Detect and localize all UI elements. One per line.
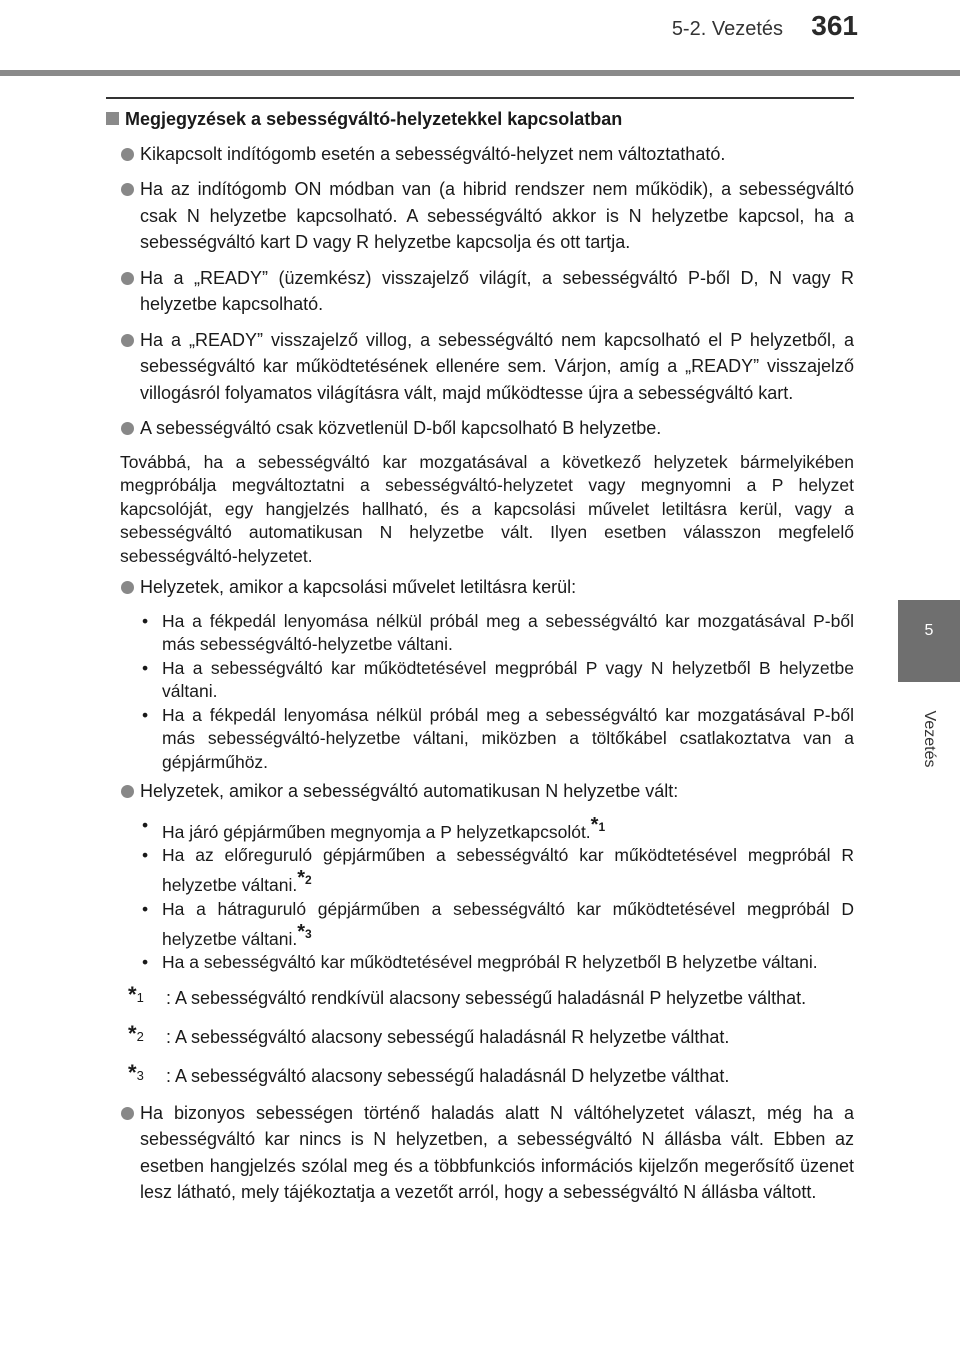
page-body xyxy=(106,106,854,1215)
bullet-dot-icon xyxy=(121,334,134,347)
list-item: Kikapcsolt indítógomb esetén a sebességváltó-helyzet nem változtatható. xyxy=(106,141,854,168)
list-item-neutral-cases: Helyzetek, amikor a sebességváltó automatikusan N helyzetbe vált: xyxy=(106,778,854,805)
bullet-dot-icon xyxy=(121,785,134,798)
sub-list-item: • Ha járó gépjárműben megnyomja a P helyzetkapcsolót.$^{*1}$ xyxy=(142,813,606,842)
footnote: *2 : A sebességváltó alacsony sebességű haladásnál R helyzetbe válthat. xyxy=(128,1022,854,1053)
list-item-disabled-cases: Helyzetek, amikor a kapcsolási művelet letiltásra kerül: xyxy=(106,574,854,601)
chapter-number: 5 xyxy=(924,622,934,639)
bullet-dot-icon xyxy=(121,148,134,161)
footnote-marker: *2 xyxy=(128,1020,144,1046)
sub-list-item: • Ha a sebességváltó kar működtetésével megpróbál R helyzetből B helyzetbe váltani. xyxy=(142,952,818,973)
footnote: *1 : A sebességváltó rendkívül alacsony sebességű haladásnál P helyzetbe válthat. xyxy=(128,983,854,1014)
square-bullet-icon xyxy=(106,112,119,125)
running-header-section: 5-2. Vezetés xyxy=(671,18,783,40)
bullet-dot-icon xyxy=(121,1107,134,1120)
list-item-final: Ha bizonyos sebességen történő haladás alatt N váltóhelyzetet választ, még ha a sebességváltó kar nincs is N helyzetben, a sebességváltó N állásba vált. Ebben az esetben hangjelzés szólal meg és a többfunkciós információs kijelzőn megerősítő üzenet lesz látható, mely tájékoztatja a vezetőt arról, hogy a sebességváltó N állásba váltott. xyxy=(106,1100,854,1206)
footnote-ref: *3 xyxy=(297,921,312,944)
bullet-dot-icon xyxy=(121,422,134,435)
footnote-marker: *1 xyxy=(128,981,144,1007)
bullet-dot-icon xyxy=(121,581,134,594)
footnote: *3 : A sebességváltó alacsony sebességű haladásnál D helyzetbe válthat. xyxy=(128,1061,854,1092)
footnote-marker: *3 xyxy=(128,1059,144,1085)
header-rule xyxy=(0,70,960,76)
chapter-label: Vezetés xyxy=(921,710,938,768)
bullet-dot-icon xyxy=(121,272,134,285)
footnote-ref: *1 xyxy=(590,813,606,836)
page-number: 361 xyxy=(811,10,858,41)
footnotes xyxy=(128,983,854,1092)
explanatory-paragraph: Továbbá, ha a sebességváltó kar mozgatásával a következő helyzetek bármelyikében megpróbálja megváltoztatni a sebességváltó-helyzetet vagy megnyomni a P helyzet kapcsolóját, egy hangjelzés hallható, és a kapcsolási művelet letiltásra kerül, vagy a sebességváltó automatikusan N helyzetbe vált. Ilyen esetben válasszon megfelelő sebességváltó-helyzetet. xyxy=(120,451,854,566)
list-item: Ha az indítógomb ON módban van (a hibrid rendszer nem működik), a sebességváltó csak N helyzetbe kapcsolható. A sebességváltó akkor is N helyzetbe kapcsol, ha a sebességváltó kart D vagy R helyzetbe kapcsolja és ott tartja. xyxy=(106,176,854,256)
chapter-tab xyxy=(898,600,960,682)
sub-list-item: • Ha a sebességváltó kar működtetésével megpróbál P vagy N helyzetből B helyzetbe váltani. xyxy=(142,657,854,701)
sub-list-item: • Ha a fékpedál lenyomása nélkül próbál meg a sebességváltó kar mozgatásával P-ből más sebességváltó-helyzetbe váltani, miközben a töltőkábel csatlakoztatva van a gépjárműhöz. xyxy=(142,704,854,772)
content-rule xyxy=(106,97,854,99)
list-item: Ha a „READY” (üzemkész) visszajelző világít, a sebességváltó P-ből D, N vagy R helyzetbe kapcsolható. xyxy=(106,265,854,318)
sub-list-item: • Ha a fékpedál lenyomása nélkül próbál meg a sebességváltó kar mozgatásával P-ből más sebességváltó-helyzetbe váltani. xyxy=(142,610,854,654)
section-heading xyxy=(106,106,854,133)
bullet-dot-icon xyxy=(121,183,134,196)
list-item: Ha a „READY” visszajelző villog, a sebességváltó nem kapcsolható el P helyzetből, a sebességváltó kar működtetésének ellenére sem. Várjon, amíg a „READY” visszajelző villogásról folyamatos világításra vált, majd működtesse újra a sebességváltó kart. xyxy=(106,327,854,407)
neutral-cases-list xyxy=(140,814,854,975)
sub-list-item: • Ha a hátraguruló gépjárműben a sebességváltó kar működtetésével megpróbál D helyzetbe váltani.$^{*3}$ xyxy=(142,898,854,949)
section-title-text: Megjegyzések a sebességváltó-helyzetekkel kapcsolatban xyxy=(125,109,623,129)
footnote-ref: *2 xyxy=(297,867,312,890)
sub-list-item: • Ha az előreguruló gépjárműben a sebességváltó kar működtetésével megpróbál R helyzetbe váltani.$^{*2}$ xyxy=(142,844,854,896)
list-item: A sebességváltó csak közvetlenül D-ből kapcsolható B helyzetbe. xyxy=(106,415,854,442)
disabled-cases-list xyxy=(140,610,854,775)
